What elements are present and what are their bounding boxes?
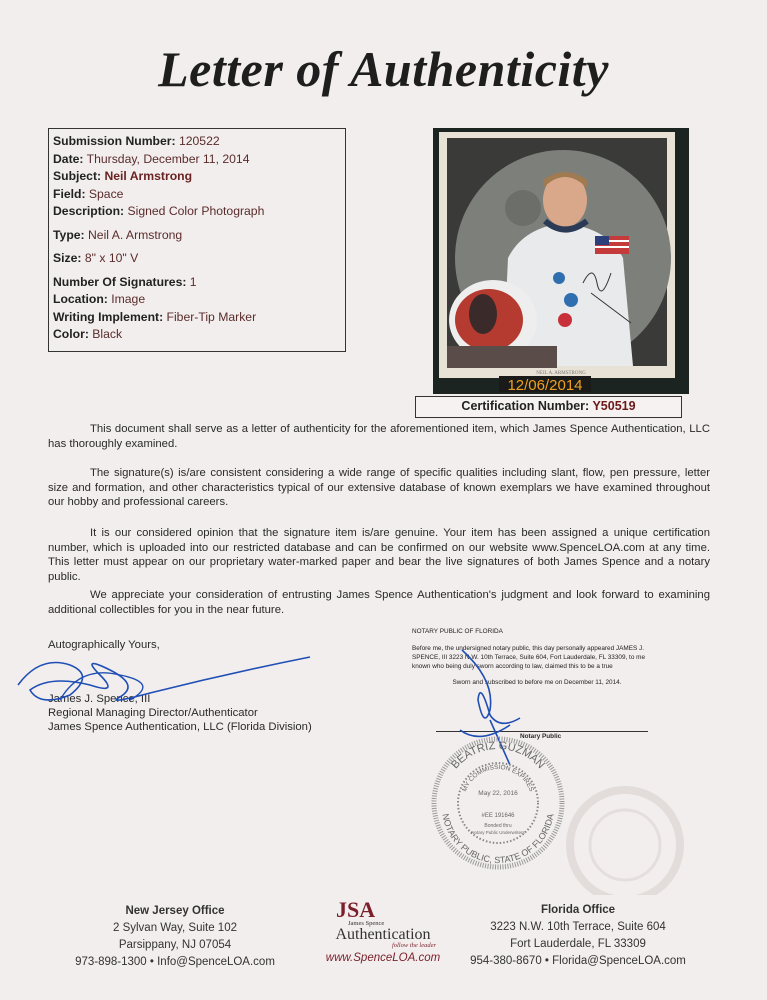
nj-office-heading: New Jersey Office <box>125 905 225 917</box>
notary-seal <box>430 735 570 875</box>
seal-number: #EE 191646 <box>481 813 515 819</box>
signer-role: Regional Managing Director/Authenticator <box>48 707 258 719</box>
detail-number-of-signatures: Number Of Signatures: 1 <box>53 274 197 289</box>
detail-description: Description: Signed Color Photograph <box>53 204 265 218</box>
seal-state: NOTARY PUBLIC, STATE OF FLORIDA <box>440 812 556 866</box>
nj-address-line1: 2 Sylvan Way, Suite 102 <box>112 922 237 934</box>
fl-address-line2: Fort Lauderdale, FL 33309 <box>510 938 646 950</box>
detail-type: Type: Neil A. Armstrong <box>53 227 183 242</box>
embossed-seal-impression <box>555 785 695 895</box>
certification-number: Y50519 <box>592 399 636 413</box>
detail-date: Date: Thursday, December 11, 2014 <box>53 151 250 166</box>
svg-text:MY COMMISSION EXPIRES <box>461 764 535 793</box>
notary-line-label: Notary Public <box>520 733 562 740</box>
paragraph-closing: We appreciate your consideration of entrusting James Spence Authentication's judgment and look forward to examining additional collectibles for you in the near future. <box>48 589 710 616</box>
authenticator-signature <box>10 645 320 715</box>
nj-address-line2: Parsippany, NJ 07054 <box>118 939 232 951</box>
logo-subtitle: James Spence <box>348 920 385 927</box>
detail-submission-number: Submission Number: 120522 <box>53 134 220 148</box>
paragraph-intro: This document shall serve as a letter of authenticity for the aforementioned item, which James Spence Authentication, LLC has thoroughly examined. <box>48 423 710 450</box>
certification-label: Certification Number: <box>461 399 590 413</box>
photo-caption: NEIL A. ARMSTRONG <box>536 371 586 376</box>
seal-expiry: May 22, 2016 <box>478 790 518 797</box>
astronaut-photo-image <box>433 128 689 394</box>
website-link[interactable]: www.SpenceLOA.com <box>325 952 441 964</box>
flag-patch <box>595 236 629 254</box>
photo-date-stamp: 12/06/2014 <box>507 377 583 394</box>
fl-address-line1: 3223 N.W. 10th Terrace, Suite 604 <box>490 921 666 933</box>
logo-wordmark: Authentication <box>335 926 431 943</box>
seal-name: BEATRIZ GUZMAN <box>449 739 547 772</box>
detail-subject: Subject: Neil Armstrong <box>53 169 193 183</box>
notary-sworn: Sworn and subscribed to before me on December 11, 2014. <box>452 679 622 686</box>
jsa-logo <box>318 897 448 964</box>
detail-color: Color: Black <box>53 327 123 341</box>
seal-bonded: Bonded thru <box>484 823 512 829</box>
paragraph-analysis: The signature(s) is/are consistent considering a wide range of specific qualities including slant, flow, pen pressure, letter size and formation, and other characteristics typical of our extensive database of known exemplars we have examined throughout our hobby and professional careers. <box>48 467 710 508</box>
certification-number-box <box>415 396 682 418</box>
seal-underwriters: Notary Public Underwriters <box>471 830 525 835</box>
nj-contact: 973-898-1300 • Info@SpenceLOA.com <box>75 956 275 968</box>
signer-company: James Spence Authentication, LLC (Florida Division) <box>48 721 312 733</box>
svg-text:NOTARY PUBLIC, STATE OF FLORID <box>440 813 555 865</box>
notary-body: Before me, the undersigned notary public, this day personally appeared JAMES J. SPENCE, III 3223 N.W. 10th Terrace, Suite 604, Fort Lauderdale, FL 33309, to me known who being duly sworn according to law, claimed this to be a true <box>412 645 646 670</box>
item-details-box <box>48 128 346 352</box>
logo-mark: JSA <box>336 897 376 922</box>
paragraph-opinion: It is our considered opinion that the signature item is/are genuine. Your item has been assigned a unique certification number, which is uploaded into our restricted database and can be confirmed on our website www.SpenceLOA.com at any time. This letter must appear on our proprietary water-marked paper and bear the live signatures of both James Spence and a notary public. <box>48 527 710 583</box>
closing-text: Autographically Yours, <box>48 639 160 651</box>
signer-name: James J. Spence, III <box>48 693 151 705</box>
fl-office <box>463 902 693 970</box>
detail-location: Location: Image <box>53 292 146 306</box>
logo-tagline: follow the leader <box>391 942 436 949</box>
seal-commission: MY COMMISSION EXPIRES <box>461 763 535 793</box>
fl-contact: 954-380-8670 • Florida@SpenceLOA.com <box>470 955 686 967</box>
item-photo <box>433 128 689 394</box>
detail-field: Field: Space <box>53 186 124 201</box>
page-title: Letter of Authenticity <box>158 41 609 97</box>
detail-writing-implement: Writing Implement: Fiber-Tip Marker <box>53 309 257 324</box>
detail-size: Size: 8" x 10" V <box>53 251 139 265</box>
nj-office <box>60 903 290 971</box>
notary-heading: NOTARY PUBLIC OF FLORIDA <box>412 628 503 635</box>
fl-office-heading: Florida Office <box>540 904 616 916</box>
